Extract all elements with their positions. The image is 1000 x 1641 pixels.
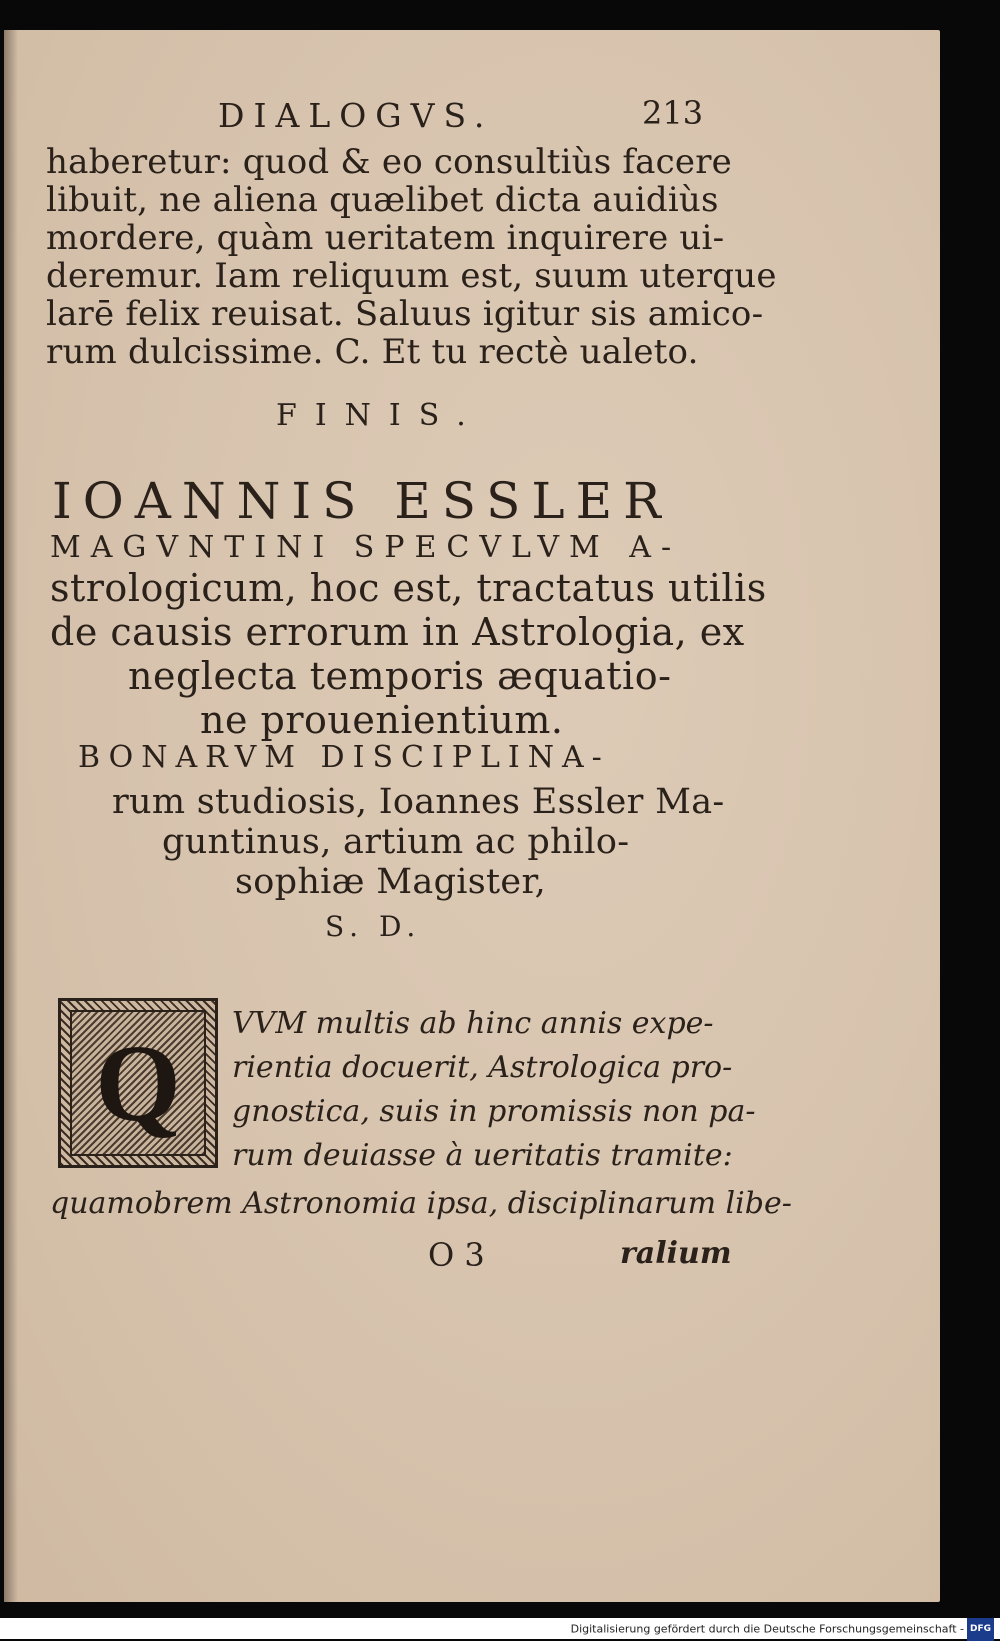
initial-letter: Q [70, 1010, 206, 1156]
page-gutter-shadow [4, 30, 18, 1602]
signature-mark: O 3 [428, 1236, 485, 1274]
running-header: DIALOGVS. [218, 96, 494, 135]
title-line: de causis errorum in Astrologia, ex [50, 610, 745, 654]
digitization-footer [0, 1618, 1000, 1639]
text-line: rum dulcissime. C. Et tu rectè ualeto. [46, 332, 699, 372]
salutem-dicit: S. D. [325, 910, 422, 943]
text-line: deremur. Iam reliquum est, suum uterque [46, 256, 777, 296]
dedication-line: sophiæ Magister, [235, 862, 547, 902]
body-line: VVM multis ab hinc annis expe- [232, 1006, 714, 1041]
finis-heading: FINIS. [276, 398, 484, 433]
body-line: quamobrem Astronomia ipsa, disciplinarum libe- [50, 1186, 792, 1221]
text-line: larē felix reuisat. Saluus igitur sis amico- [46, 294, 764, 334]
body-line: rientia docuerit, Astrologica pro- [232, 1050, 733, 1085]
text-line: mordere, quàm ueritatem inquirere ui- [46, 218, 725, 258]
body-line: rum deuiasse à ueritatis tramite: [232, 1138, 733, 1173]
text-line: haberetur: quod & eo consultiùs facere [46, 142, 732, 182]
title-line: neglecta temporis æquatio- [128, 654, 672, 698]
title-author: IOANNIS ESSLER [52, 472, 672, 530]
dfg-logo: DFG [967, 1618, 994, 1641]
page-number: 213 [642, 94, 704, 132]
catchword: ralium [620, 1236, 732, 1271]
dedication-heading: BONARVM DISCIPLINA- [78, 740, 610, 775]
body-line: gnostica, suis in promissis non pa- [232, 1094, 756, 1129]
title-line: strologicum, hoc est, tractatus utilis [50, 566, 767, 610]
dedication-line: rum studiosis, Ioannes Essler Ma- [112, 782, 725, 822]
dedication-line: guntinus, artium ac philo- [162, 822, 630, 862]
title-line: ne prouenientium. [200, 698, 564, 742]
footer-text: Digitalisierung gefördert durch die Deutsche Forschungsgemeinschaft - [570, 1622, 964, 1636]
title-line-2: MAGVNTINI SPECVLVM A- [50, 530, 682, 565]
decorated-initial [58, 998, 218, 1168]
text-line: libuit, ne aliena quælibet dicta auidiùs [46, 180, 719, 220]
